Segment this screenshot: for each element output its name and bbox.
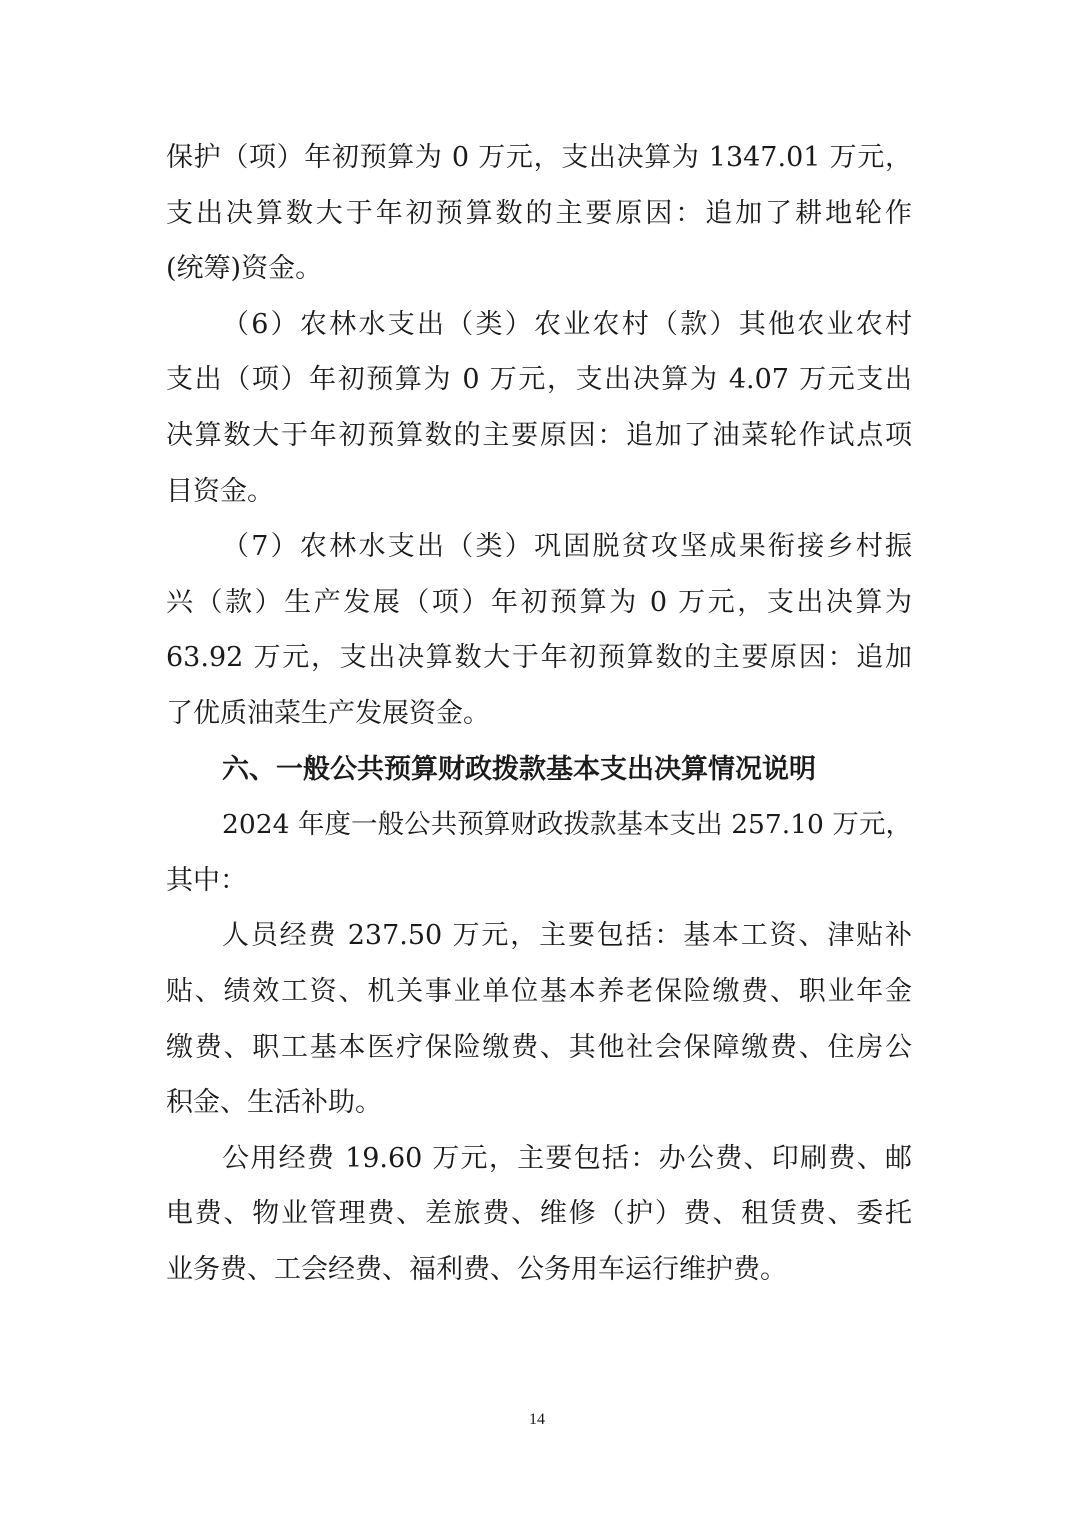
text-line: 目资金。	[166, 476, 274, 507]
page-number: 14	[529, 1411, 545, 1428]
text-line: 了优质油菜生产发展资金。	[166, 698, 490, 729]
text-line: 其中：	[166, 865, 247, 896]
text-line: 缴费、职工基本医疗保险缴费、其他社会保障缴费、住房公	[166, 1032, 912, 1063]
text-line: 业务费、工会经费、福利费、公务用车运行维护费。	[166, 1254, 787, 1285]
text-line: 保护（项）年初预算为 0 万元，支出决算为 1347.01 万元，	[166, 142, 912, 173]
text-line: 支出决算数大于年初预算数的主要原因：追加了耕地轮作	[166, 198, 912, 229]
text-line: 支出（项）年初预算为 0 万元，支出决算为 4.07 万元支出	[166, 364, 912, 395]
text-line: 积金、生活补助。	[166, 1087, 382, 1118]
text-line: 人员经费 237.50 万元，主要包括：基本工资、津贴补	[222, 920, 912, 951]
text-line: 决算数大于年初预算数的主要原因：追加了油菜轮作试点项	[166, 420, 912, 451]
text-line: 63.92 万元，支出决算数大于年初预算数的主要原因：追加	[166, 642, 912, 673]
text-line: 电费、物业管理费、差旅费、维修（护）费、租赁费、委托	[166, 1198, 912, 1229]
text-line: 兴（款）生产发展（项）年初预算为 0 万元，支出决算为	[166, 587, 912, 618]
text-line: 公用经费 19.60 万元，主要包括：办公费、印刷费、邮	[222, 1143, 912, 1174]
text-line: (统筹)资金。	[166, 253, 323, 284]
text-line: 贴、绩效工资、机关事业单位基本养老保险缴费、职业年金	[166, 976, 912, 1007]
section-heading: 六、一般公共预算财政拨款基本支出决算情况说明	[222, 754, 816, 785]
text-line: （7）农林水支出（类）巩固脱贫攻坚成果衔接乡村振	[222, 531, 912, 562]
text-line: 2024 年度一般公共预算财政拨款基本支出 257.10 万元，	[222, 809, 912, 840]
text-line: （6）农林水支出（类）农业农村（款）其他农业农村	[222, 309, 912, 340]
